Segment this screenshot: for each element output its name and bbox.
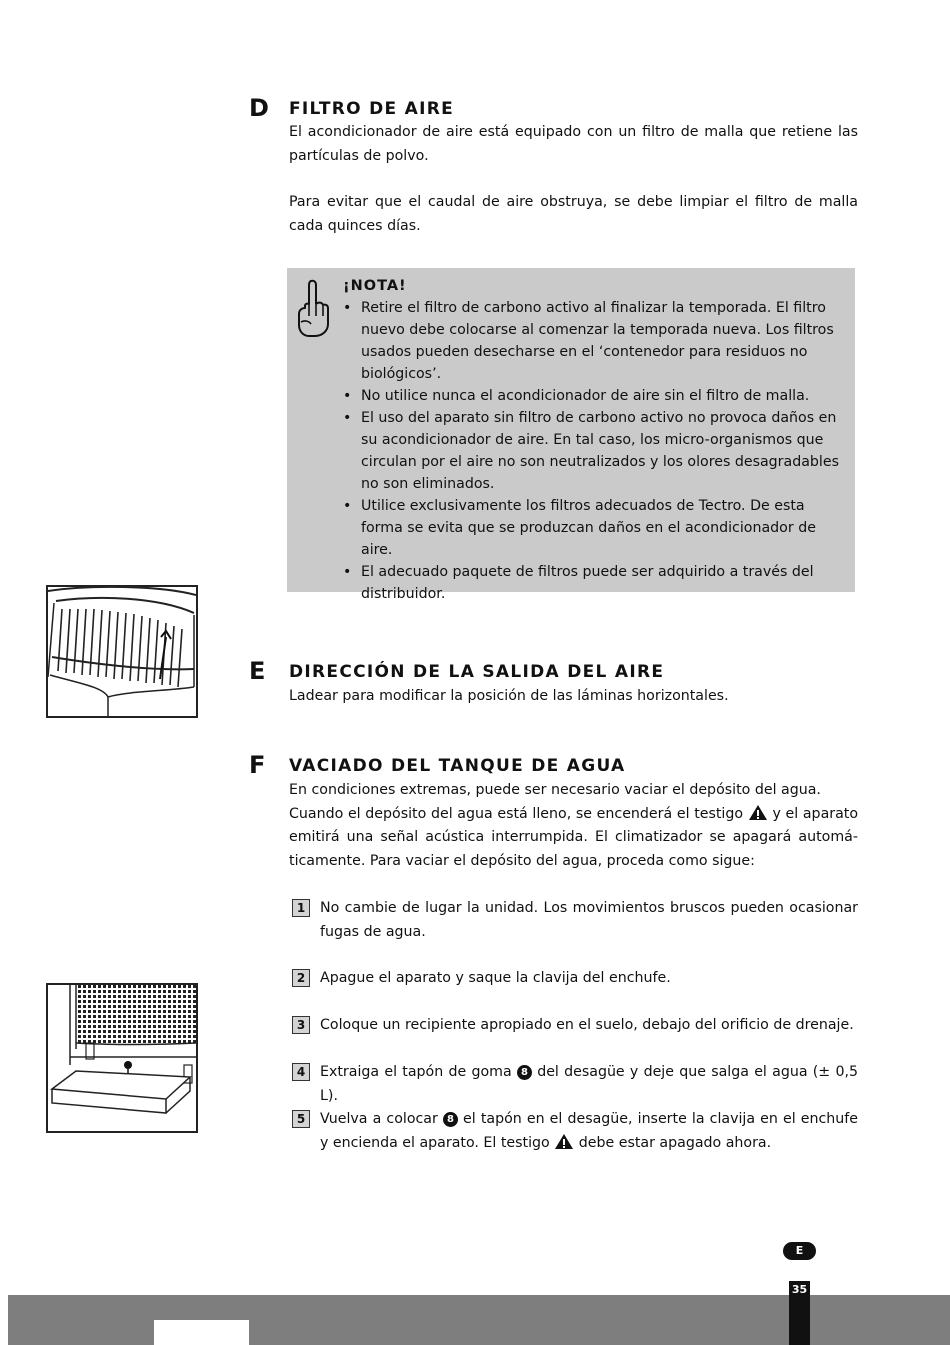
note-item: • El adecuado paquete de filtros puede ser adquirido a través del distribuidor. — [343, 561, 848, 605]
step-number: 2 — [292, 969, 310, 987]
tank-full-text: Cuando el depósito del agua está lleno, se encenderá el testigo — [289, 805, 744, 822]
step-5-text-c: debe estar apagado ahora. — [578, 1134, 772, 1151]
paragraph-louver-adjust: Ladear para modificar la posición de las láminas horizontales. — [289, 688, 729, 704]
step-text — [320, 1061, 858, 1108]
paragraph-filter-intro: El acondicionador de aire está equipado con un filtro de malla que retiene las partículas de polvo. — [289, 124, 858, 164]
step-5-text-b: el tapón en el desagüe, inserte la clavija en el enchufe y encienda el aparato. El testigo — [320, 1111, 858, 1151]
language-badge: E — [783, 1242, 816, 1260]
note-list — [343, 297, 848, 605]
drain-drawing — [48, 985, 196, 1131]
pointing-hand-icon — [295, 278, 331, 340]
section-letter-e: E — [249, 657, 266, 685]
note-item: • No utilice nunca el acondicionador de aire sin el filtro de malla. — [343, 385, 848, 407]
step-text — [320, 1108, 858, 1155]
step-4-text-a: Extraiga el tapón de goma — [320, 1064, 512, 1080]
note-item: • Retire el filtro de carbono activo al finalizar la temporada. El filtro nuevo debe colocarse al comenzar la temporada nueva. Los filtros usados pueden desecharse en el ‘contenedor para residuos no biológicos’. — [343, 297, 848, 385]
step-number: 4 — [292, 1063, 310, 1081]
note-item: • Utilice exclusivamente los filtros adecuados de Tectro. De esta forma se evita que se produzcan daños en el acondicionador de aire. — [343, 495, 848, 561]
note-item: • El uso del aparato sin filtro de carbono activo no provoca daños en su acondicionador de aire. En tal caso, los micro-organismos que circulan por el aire no son neutralizados y los olores desagradables no son eliminados. — [343, 407, 848, 495]
footer-white-block — [154, 1320, 249, 1345]
note-title: ¡NOTA! — [343, 278, 407, 294]
step-number: 3 — [292, 1016, 310, 1034]
step-text: No cambie de lugar la unidad. Los movimientos bruscos pueden ocasionar fugas de agua. — [320, 900, 858, 940]
step-text: Coloque un recipiente apropiado en el suelo, debajo del orificio de drenaje. — [320, 1017, 854, 1033]
illustration-air-outlet — [46, 585, 198, 718]
step-5-text-a: Vuelva a colocar — [320, 1111, 438, 1127]
warning-triangle-icon — [554, 1133, 574, 1150]
step-4 — [292, 1061, 858, 1108]
step-number: 1 — [292, 899, 310, 917]
part-8-reference-icon: 8 — [443, 1112, 458, 1127]
heading-vaciado-tanque-agua: VACIADO DEL TANQUE DE AGUA — [289, 756, 626, 776]
step-1 — [292, 897, 858, 944]
step-number: 5 — [292, 1110, 310, 1128]
step-4-text-b: del desagüe y deje que salga el agua (± 0,5 L). — [320, 1064, 859, 1104]
step-5 — [292, 1108, 858, 1155]
illustration-water-drain — [46, 983, 198, 1133]
section-letter-f: F — [249, 751, 266, 779]
page-number: 35 — [789, 1281, 810, 1345]
louver-drawing — [48, 587, 196, 716]
paragraph-filter-cleaning: Para evitar que el caudal de aire obstruya, se debe limpiar el filtro de malla cada quinces días. — [289, 194, 858, 234]
tank-intro-line: En condiciones extremas, puede ser necesario vaciar el depósito del agua. — [289, 782, 821, 798]
warning-triangle-icon — [748, 804, 768, 821]
part-8-reference-icon: 8 — [517, 1065, 532, 1080]
step-3 — [292, 1014, 858, 1038]
step-2 — [292, 967, 858, 991]
note-box — [287, 268, 855, 602]
heading-filtro-de-aire: FILTRO DE AIRE — [289, 99, 455, 119]
tank-full-text-cont: y el aparato emitirá una señal acústica interrumpida. El climatizador se apagará automá-ticamente. Para vaciar el depósito del agua, proceda como sigue: — [289, 805, 859, 869]
section-letter-d: D — [249, 94, 269, 122]
paragraph-tank-intro — [289, 779, 858, 873]
step-text: Apague el aparato y saque la clavija del enchufe. — [320, 970, 671, 986]
heading-direccion-salida-aire: DIRECCIÓN DE LA SALIDA DEL AIRE — [289, 662, 665, 682]
